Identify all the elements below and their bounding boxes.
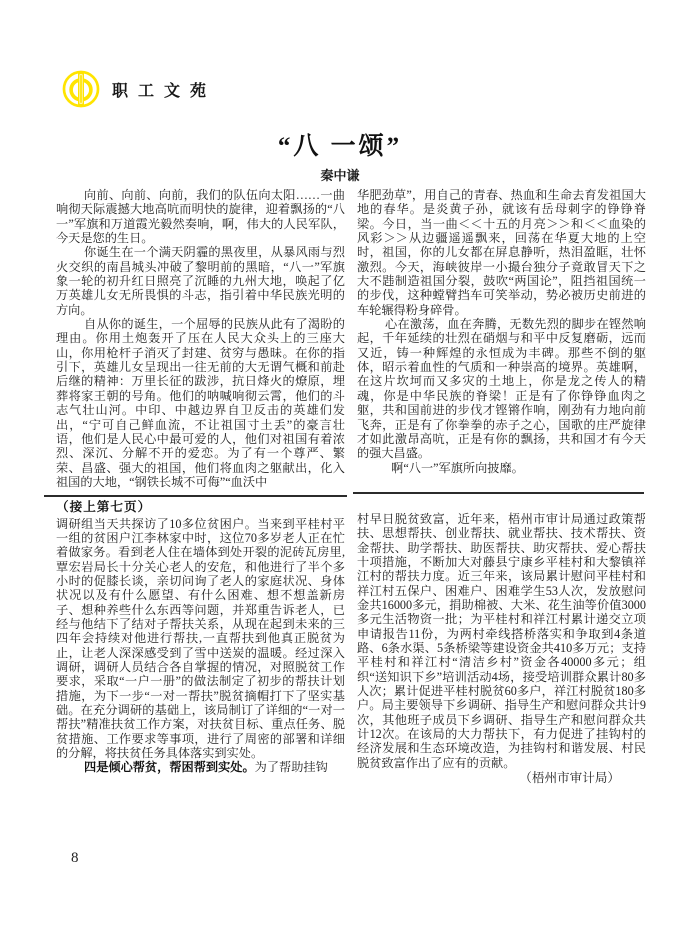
- column-title: 职工文苑: [112, 82, 217, 100]
- trade-union-logo-icon: [62, 70, 100, 108]
- poem-paragraph-continued: 华肥劲草”，用自己的青春、热血和生命去育发祖国大地的春华。是炎黄子孙，就该有岳母刺字的铮铮脊梁。今日，当一曲＜＜十五的月亮＞＞和＜＜血染的风彩＞＞从边疆遥遥飘来，回荡在华夏大地的上空时，祖国，你的儿女都在屏息静听，热泪盈眶，壮怀激烈。今天，海峡彼岸一小撮台独分子竟敢冒天下之大不韪制造祖国分裂，鼓吹“两国论”，阻挡祖国统一的步伐，这种螳臂挡车可笑举动，势必被历史前进的车轮辗得粉身碎骨。: [357, 188, 646, 317]
- poem-paragraph: 自从你的诞生，一个屈辱的民族从此有了渴盼的理由。你用土炮轰开了压在人民大众头上的三座大山，你用枪杆子消灭了封建、贫穷与愚昧。在你的指引下，英雄儿女呈现出一往无前的大无谓气概和前赴后继的精神：万里长征的跋涉，抗日烽火的燎原，埋葬将家王朝的号角。他们的呐喊响彻云霄，他们的斗志气壮山河。中印、中越边界自卫反击的英雄们发出，“宁可自己鲜血流，不让祖国寸土丢”的豪言壮语，他们是人民心中最可爱的人，他们对祖国有着浓烈、深沉、分解不开的爱恋。为了有一个尊严、繁荣、昌盛、强大的祖国，他们将血肉之躯献出，化入祖国的大地，“钢铁长城不可侮”“血沃中: [56, 317, 345, 489]
- article-attribution: （梧州市审计局）: [519, 771, 620, 786]
- article-bold-lead: 四是倾心帮贫，帮困帮到实处。: [84, 760, 255, 775]
- two-column-body: [56, 188, 646, 785]
- poem-author: 秦中谦: [320, 168, 360, 183]
- article-paragraph-continued: 村早日脱贫致富，近年来，梧州市审计局通过政策帮扶、思想帮扶、创业帮扶、就业帮扶、技术帮扶、资金帮扶、助学帮扶、助医帮扶、助灾帮扶、爱心帮扶十项措施，不断加大对藤县宁康乡平桂村和大黎镇祥江村的帮扶力度。近三年来，该局累计慰问平桂村和祥江村五保户、困难户、困难学生53人次，发放慰问金共16000多元，捐助棉被、大米、花生油等价值3000多元生活物资一批；为平桂村和祥江村累计递交立项申请报告11份，为两村牵线搭桥落实和争取到4条道路、6条水渠、5条桥梁等建设资金共410多万元；支持平桂村和祥江村“清洁乡村”资金各40000多元；组织“送知识下乡”培训活动4场，接受培训群众累计80多人次；累计促进平桂村脱贫60多户，祥江村脱贫180多户。局主要领导下乡调研、指导生产和慰问群众共计9次，其他班子成员下乡调研、指导生产和慰问群众共计12次。在该局的大力帮扶下，有力促进了挂钩村的经济发展和生态环境改造，为挂钩村和谐发展、村民脱贫致富作出了应有的贡献。: [357, 511, 646, 770]
- page-number: 8: [71, 850, 79, 866]
- article-bold-paragraph: [56, 760, 345, 774]
- poem-closing-line: 啊“八一”军旗所向披靡。: [391, 460, 524, 475]
- section-divider: [353, 492, 644, 494]
- right-column: [357, 188, 646, 785]
- poem-paragraph: 心在激荡，血在奔腾，无数先烈的脚步在铿然响起，千年延续的壮烈在硝烟与和平中反复磨砺，远而又近，铸一种辉煌的永恒成为丰碑。那些不倒的躯体，昭示着血性的气质和一种崇高的境界。英雄啊，在这片坎坷而又多灾的土地上，你是龙之传人的精魂，你是中华民族的脊梁！正是有了你铮铮血肉之躯，共和国前进的步伐才铿锵作响，刚劲有力地向前飞奔，正是有了你拳拳的赤子之心，国歌的庄严旋律才如此激昂高吭，正是有你的飘扬，共和国才有今天的强大昌盛。: [357, 317, 646, 461]
- poem-paragraph: 你诞生在一个满天阴霾的黑夜里，从暴风雨与烈火交织的南昌城头冲破了黎明前的黑暗，“八一”军旗象一轮的初升红日照亮了沉睡的九州大地，唤起了亿万英雄儿女无所畏惧的斗志，指引着中华民族光明的方向。: [56, 245, 345, 317]
- poem-title: “八 一颂”: [277, 133, 403, 160]
- section-divider: [44, 495, 347, 497]
- left-column: [56, 188, 345, 785]
- continuation-note: （接上第七页）: [56, 500, 152, 515]
- poem-paragraph: 向前、向前、向前，我们的队伍向太阳……一曲响彻天际震撼大地高吭而明快的旋律，迎着飘扬的“八一”军旗和万道霞光毅然奏响，啊，伟大的人民军队，今天是您的生日。: [56, 188, 345, 246]
- column-header: [62, 70, 216, 108]
- article-bold-rest: 为了帮助挂钩: [254, 760, 328, 775]
- article-paragraph: 调研组当天共探访了10多位贫困户。当来到平桂村平一组的贫困户江李林家中时，这位70多岁老人正在忙着做家务。看到老人住在墙体到处开裂的泥砖瓦房里,覃宏岩局长十分关心老人的安危，和他进行了半个多小时的促膝长谈，亲切问询了老人的家庭状况、身体状况以及有什么愿望、有什么困难、想不想盖新房子、想种养些什么东西等问题，并郑重告诉老人，已经与他结下了结对子帮扶关系，从现在起到未来的三四年会持续对他进行帮扶,一直帮扶到他真正脱贫为止，让老人深深感受到了雪中送炭的温暖。经过深入调研，调研人员结合各自掌握的情况，对照脱贫工作要求，采取“一户一册”的做法制定了初步的帮扶计划措施，为下一步“一对一帮扶”脱贫摘帽打下了坚实基础。在充分调研的基础上，该局制订了详细的“一对一帮扶”精准扶贫工作方案，对扶贫目标、重点任务、脱贫措施、工作要求等事项，进行了周密的部署和详细的分解，将扶贫任务具体落实到实处。: [56, 516, 345, 761]
